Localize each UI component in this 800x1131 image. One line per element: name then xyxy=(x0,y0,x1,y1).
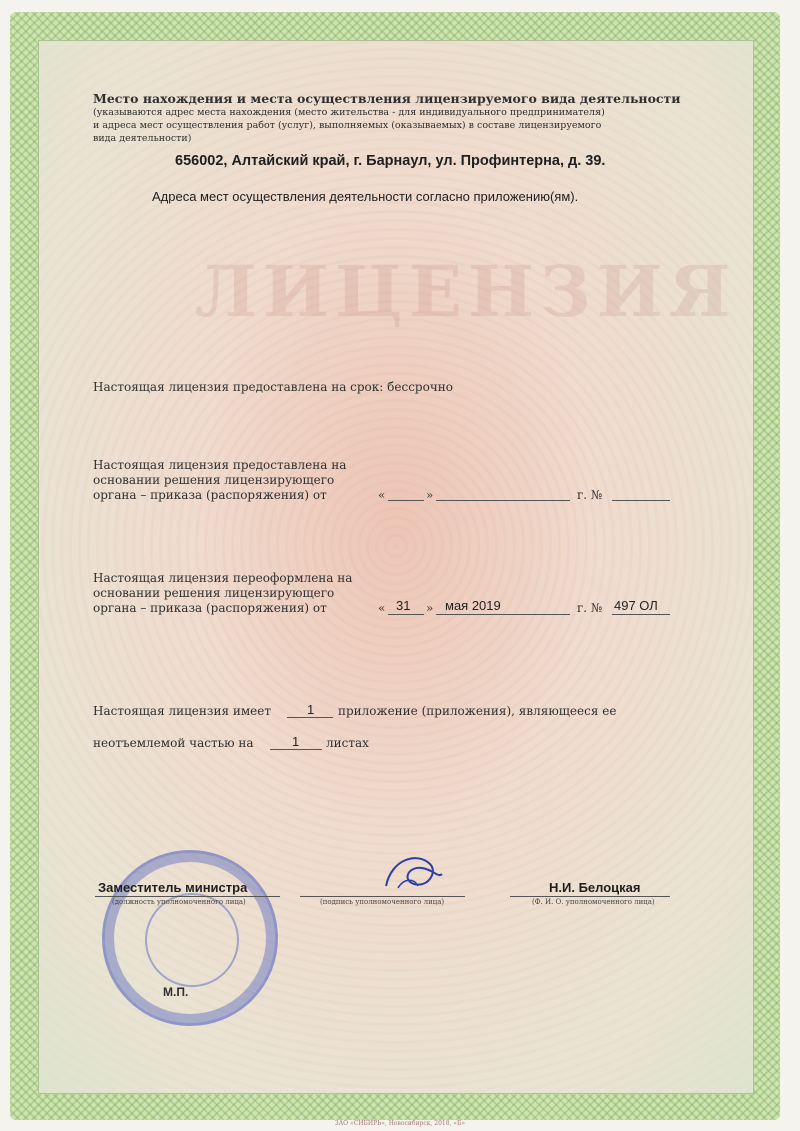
appendix-prefix: Настоящая лицензия имеет xyxy=(93,704,272,718)
reissued-month-year: мая 2019 xyxy=(445,598,501,613)
name-line xyxy=(510,896,670,897)
appendix-suffix: приложение (приложения), являющееся ее xyxy=(338,704,617,718)
reissued-line-1: Настоящая лицензия переоформлена на xyxy=(93,571,353,585)
granted-line-3: органа – приказа (распоряжения) от xyxy=(93,488,327,502)
header-note-3: вида деятельности) xyxy=(93,133,192,144)
printer-footer: ЗАО «СИБИРЬ», Новосибирск, 2018, «Б» xyxy=(334,1120,466,1127)
header-note-1: (указываются адрес места нахождения (место жительства - для индивидуального предпринимателя) xyxy=(93,107,605,118)
reissued-day-line xyxy=(388,614,424,615)
reissued-day: 31 xyxy=(396,598,411,613)
name-caption: (Ф. И. О. уполномоченного лица) xyxy=(532,898,655,906)
address-note: Адреса мест осуществления деятельности согласно приложению(ям). xyxy=(152,189,579,204)
signature-caption: (подпись уполномоченного лица) xyxy=(320,898,445,906)
position-line xyxy=(95,896,280,897)
granted-day-line xyxy=(388,500,424,501)
header-title: Место нахождения и места осуществления лицензируемого вида деятельности xyxy=(93,91,681,106)
granted-close-quote: » xyxy=(426,488,434,502)
reissued-open-quote: « xyxy=(378,601,386,615)
position-caption: (должность уполномоченного лица) xyxy=(112,898,246,906)
term-text: Настоящая лицензия предоставлена на срок: бессрочно xyxy=(93,380,453,394)
granted-month-line xyxy=(436,500,570,501)
reissued-year-suffix: г. № xyxy=(577,601,603,615)
granted-open-quote: « xyxy=(378,488,386,502)
granted-number-line xyxy=(612,500,670,501)
signature-mark xyxy=(378,848,448,898)
granted-line-1: Настоящая лицензия предоставлена на xyxy=(93,458,347,472)
reissued-line-3: органа – приказа (распоряжения) от xyxy=(93,601,327,615)
reissued-number-line xyxy=(612,614,670,615)
signatory-name: Н.И. Белоцкая xyxy=(549,880,641,895)
appendix-sheets-line xyxy=(270,749,322,750)
appendix-line2-prefix: неотъемлемой частью на xyxy=(93,736,254,750)
appendix-count-line xyxy=(287,717,333,718)
reissued-number: 497 ОЛ xyxy=(614,598,658,613)
appendix-line2-suffix: листах xyxy=(326,736,369,750)
reissued-close-quote: » xyxy=(426,601,434,615)
official-stamp xyxy=(102,850,278,1026)
signature-line xyxy=(300,896,465,897)
watermark-text: ЛИЦЕНЗИЯ xyxy=(195,250,737,333)
address-text: 656002, Алтайский край, г. Барнаул, ул. Профинтерна, д. 39. xyxy=(175,153,606,169)
seal-place-label: М.П. xyxy=(163,985,189,999)
reissued-line-2: основании решения лицензирующего xyxy=(93,586,335,600)
appendix-count: 1 xyxy=(307,702,315,717)
granted-line-2: основании решения лицензирующего xyxy=(93,473,335,487)
reissued-month-line xyxy=(436,614,570,615)
header-note-2: и адреса мест осуществления работ (услуг), выполняемых (оказываемых) в составе лицензируемого xyxy=(93,120,602,131)
appendix-sheets: 1 xyxy=(292,734,300,749)
signatory-position: Заместитель министра xyxy=(98,880,248,895)
granted-year-suffix: г. № xyxy=(577,488,603,502)
